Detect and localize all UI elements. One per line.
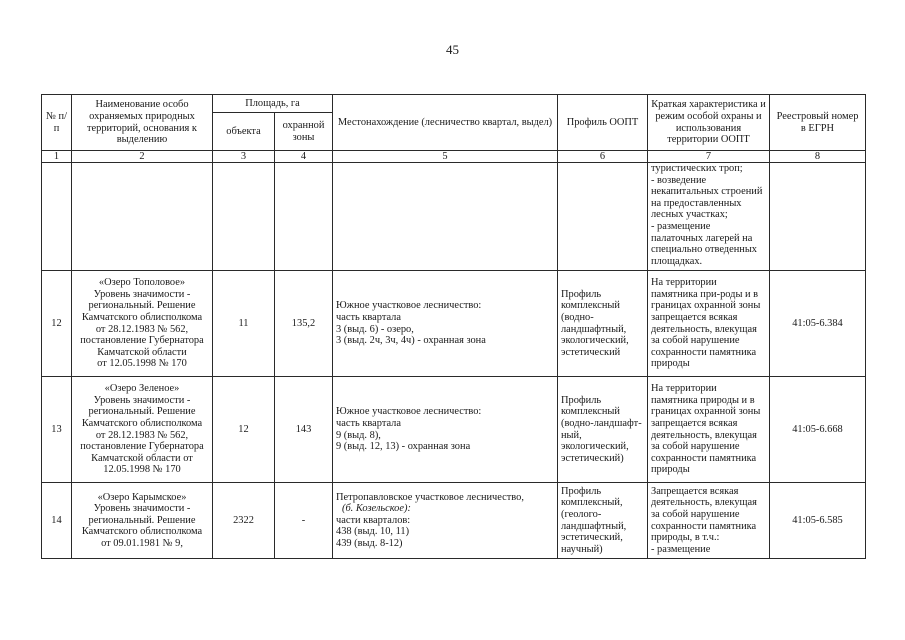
text-line: постановление Губернатора [80, 441, 204, 453]
text-line: 3 (выд. 2ч, 3ч, 4ч) - охранная зона [336, 335, 486, 347]
text-line: комплексный [561, 300, 620, 312]
location [333, 483, 558, 559]
text-line: экологический, [561, 441, 629, 453]
header-profile: Профиль ООПТ [558, 95, 648, 151]
text-line: «Озеро Зеленое» [104, 383, 180, 395]
profile [558, 271, 648, 377]
empty-cell [42, 163, 72, 271]
text-line: 9 (выд. 8), [336, 429, 381, 441]
header-characteristics: Краткая характеристика и режим особой охраны и использования территории ООПТ [648, 95, 770, 151]
text-line: за собой нарушение [651, 335, 740, 347]
header-area-zone: охранной зоны [275, 113, 333, 151]
column-number: 6 [558, 151, 648, 163]
text-line: Уровень значимости - [93, 394, 191, 406]
empty-cell [72, 163, 213, 271]
text-line: от 12.05.1998 № 170 [97, 358, 187, 370]
text-line: научный) [561, 543, 603, 555]
text-line: Профиль [561, 394, 602, 406]
text-line: туристических троп; [651, 163, 743, 174]
text-line: памятника природы и в [651, 394, 755, 406]
text-line: ландшафтный, [561, 323, 627, 335]
text-line: эстетический [561, 346, 621, 358]
text-line: деятельность, влекущая [651, 323, 757, 335]
registry-number: 41:05-6.384 [770, 271, 866, 377]
text-line: эстетический) [561, 452, 624, 464]
column-number: 3 [213, 151, 275, 163]
characteristics [648, 271, 770, 377]
text-line: «Озеро Карымское» [97, 491, 187, 503]
text-line: (водно- [561, 311, 594, 323]
text-line: часть квартала [336, 417, 401, 429]
text-line: ный, [561, 429, 582, 441]
text-line: некапитальных строений [651, 186, 763, 198]
text-line: на предоставленных [651, 197, 742, 209]
text-line: региональный. Решение [88, 406, 196, 418]
text-line: Камчатского облисполкома [81, 526, 203, 538]
text-line: площадках. [651, 255, 703, 267]
text-line: Профиль [561, 485, 602, 497]
area-name [72, 377, 213, 483]
text-line: «Озеро Тополовое» [98, 277, 186, 289]
text-line: природы [651, 358, 690, 370]
text-line: Южное участковое лесничество: [336, 406, 482, 418]
location [333, 271, 558, 377]
area-name [72, 483, 213, 559]
text-line: региональный. Решение [88, 514, 196, 526]
text-line: за собой нарушение [651, 508, 740, 520]
header-name: Наименование особо охраняемых природных территорий, основания к выделению [72, 95, 213, 151]
text-line: - размещение [651, 220, 711, 232]
text-line: экологический, [561, 335, 629, 347]
text-line: памятника при-роды и в [651, 288, 759, 300]
text-line: комплексный [561, 406, 620, 418]
text-line: (б. Козельское): [342, 503, 411, 515]
location [333, 377, 558, 483]
text-line: сохранности памятника [651, 520, 757, 532]
text-line: от 09.01.1981 № 9, [101, 537, 183, 549]
profile [558, 483, 648, 559]
text-line: - возведение [651, 174, 707, 186]
registry-number: 41:05-6.668 [770, 377, 866, 483]
text-line: границах охранной зоны [651, 406, 761, 418]
column-number: 1 [42, 151, 72, 163]
text-line: от 28.12.1983 № 562, [95, 323, 189, 335]
area-zone-value: - [275, 483, 333, 559]
text-line: специально отведенных [651, 244, 758, 256]
text-line: эстетический, [561, 532, 623, 544]
text-line: Уровень значимости - [93, 503, 191, 515]
text-line: Уровень значимости - [93, 288, 191, 300]
text-line: палаточных лагерей на [651, 232, 753, 244]
text-line: природы, в т.ч.: [651, 532, 720, 544]
empty-cell [213, 163, 275, 271]
text-line: 12.05.1998 № 170 [103, 464, 181, 476]
text-line: Профиль [561, 288, 602, 300]
table-row [42, 377, 866, 483]
empty-cell [333, 163, 558, 271]
table-row [42, 271, 866, 377]
area-zone-value: 143 [275, 377, 333, 483]
header-registry: Реестровый номер в ЕГРН [770, 95, 866, 151]
area-name [72, 271, 213, 377]
table-row [42, 483, 866, 559]
text-line: На территории [651, 277, 717, 289]
empty-cell [275, 163, 333, 271]
text-line: сохранности памятника [651, 346, 757, 358]
characteristics [648, 483, 770, 559]
area-object-value: 2322 [213, 483, 275, 559]
registry-number: 41:05-6.585 [770, 483, 866, 559]
text-line: (водно-ландшафт- [561, 417, 642, 429]
continuation-row [42, 163, 866, 271]
text-line: Камчатского облисполкома [81, 417, 203, 429]
row-number: 13 [42, 377, 72, 483]
text-line: запрещается всякая [651, 311, 738, 323]
text-line: от 28.12.1983 № 562, [95, 429, 189, 441]
text-line: 3 (выд. 6) - озеро, [336, 323, 414, 335]
text-line: 439 (выд. 8-12) [336, 537, 403, 549]
text-line: Запрещается всякая [651, 485, 739, 497]
text-line: комплексный, [561, 497, 623, 509]
header-num: № п/п [42, 95, 72, 151]
text-line: 9 (выд. 12, 13) - охранная зона [336, 441, 471, 453]
row-number: 14 [42, 483, 72, 559]
text-line: деятельность, влекущая [651, 429, 757, 441]
text-line: природы [651, 464, 690, 476]
protected-areas-table [41, 94, 866, 559]
characteristics [648, 377, 770, 483]
text-line: Южное участковое лесничество: [336, 300, 482, 312]
text-line: Камчатской области [97, 346, 187, 358]
text-line: региональный. Решение [88, 300, 196, 312]
text-line: Петропавловское участковое лесничество, [336, 491, 524, 503]
continuation-characteristics [648, 163, 770, 271]
header-area-group: Площадь, га [213, 95, 333, 113]
text-line: деятельность, влекущая [651, 497, 757, 509]
text-line: лесных участках; [651, 209, 728, 221]
text-line: 438 (выд. 10, 11) [336, 526, 410, 538]
text-line: постановление Губернатора [80, 335, 204, 347]
text-line: - размещение [651, 543, 711, 555]
text-line: за собой нарушение [651, 441, 740, 453]
text-line: Камчатского облисполкома [81, 311, 203, 323]
text-line: запрещается всякая [651, 417, 738, 429]
text-line: сохранности памятника [651, 452, 757, 464]
area-object-value: 11 [213, 271, 275, 377]
text-line: На территории [651, 383, 717, 395]
column-number: 7 [648, 151, 770, 163]
empty-cell [558, 163, 648, 271]
text-line: (геолого- [561, 508, 602, 520]
column-number: 8 [770, 151, 866, 163]
row-number: 12 [42, 271, 72, 377]
text-line: Камчатской области от [91, 452, 193, 464]
header-area-object: объекта [213, 113, 275, 151]
text-line: ландшафтный, [561, 520, 627, 532]
profile [558, 377, 648, 483]
column-number: 4 [275, 151, 333, 163]
text-line: часть квартала [336, 311, 401, 323]
area-zone-value: 135,2 [275, 271, 333, 377]
page-number: 45 [446, 42, 459, 57]
text-line: части кварталов: [336, 514, 411, 526]
text-line: границах охранной зоны [651, 300, 761, 312]
area-object-value: 12 [213, 377, 275, 483]
header-location: Местонахождение (лесничество квартал, выдел) [333, 95, 558, 151]
column-number: 2 [72, 151, 213, 163]
column-number: 5 [333, 151, 558, 163]
empty-cell [770, 163, 866, 271]
